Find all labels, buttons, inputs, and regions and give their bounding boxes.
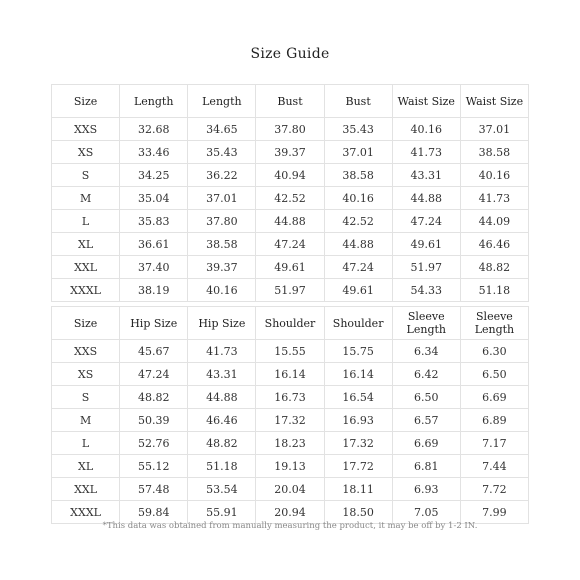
measurement-cell: 37.40 xyxy=(120,256,188,279)
measurement-cell: 38.58 xyxy=(460,141,528,164)
size-label-cell: M xyxy=(52,187,120,210)
table-row xyxy=(52,187,529,210)
measurement-cell: 40.16 xyxy=(392,118,460,141)
measurement-cell: 37.80 xyxy=(256,118,324,141)
measurement-cell: 7.99 xyxy=(460,501,528,524)
measurement-cell: 43.31 xyxy=(392,164,460,187)
measurement-cell: 41.73 xyxy=(460,187,528,210)
measurement-cell: 44.88 xyxy=(188,386,256,409)
table-header-row xyxy=(52,307,529,340)
column-header: Waist Size xyxy=(392,85,460,118)
measurement-cell: 36.61 xyxy=(120,233,188,256)
table-row xyxy=(52,386,529,409)
measurement-cell: 47.24 xyxy=(324,256,392,279)
measurement-cell: 38.58 xyxy=(324,164,392,187)
measurement-cell: 51.18 xyxy=(460,279,528,302)
column-header: Bust xyxy=(324,85,392,118)
size-label-cell: S xyxy=(52,386,120,409)
column-header: Size xyxy=(52,307,120,340)
measurement-cell: 18.11 xyxy=(324,478,392,501)
measurement-cell: 46.46 xyxy=(188,409,256,432)
measurement-cell: 51.97 xyxy=(256,279,324,302)
measurement-cell: 34.65 xyxy=(188,118,256,141)
column-header: Shoulder xyxy=(256,307,324,340)
measurement-cell: 18.23 xyxy=(256,432,324,455)
measurement-cell: 40.16 xyxy=(324,187,392,210)
measurement-cell: 7.72 xyxy=(460,478,528,501)
size-label-cell: L xyxy=(52,210,120,233)
measurement-cell: 38.19 xyxy=(120,279,188,302)
column-header: Length xyxy=(188,85,256,118)
column-header: Sleeve Length xyxy=(460,307,528,340)
measurement-cell: 33.46 xyxy=(120,141,188,164)
measurement-cell: 37.80 xyxy=(188,210,256,233)
measurement-cell: 46.46 xyxy=(460,233,528,256)
column-header: Bust xyxy=(256,85,324,118)
table-row xyxy=(52,455,529,478)
measurement-cell: 16.73 xyxy=(256,386,324,409)
column-header: Sleeve Length xyxy=(392,307,460,340)
measurement-cell: 6.89 xyxy=(460,409,528,432)
measurement-cell: 17.72 xyxy=(324,455,392,478)
measurement-cell: 37.01 xyxy=(188,187,256,210)
table-row xyxy=(52,409,529,432)
size-label-cell: XS xyxy=(52,141,120,164)
column-header: Hip Size xyxy=(188,307,256,340)
size-label-cell: XXL xyxy=(52,478,120,501)
measurement-cell: 49.61 xyxy=(256,256,324,279)
measurement-cell: 20.04 xyxy=(256,478,324,501)
measurement-cell: 44.88 xyxy=(324,233,392,256)
size-label-cell: L xyxy=(52,432,120,455)
measurement-cell: 18.50 xyxy=(324,501,392,524)
measurement-cell: 52.76 xyxy=(120,432,188,455)
table-row xyxy=(52,118,529,141)
measurement-cell: 49.61 xyxy=(392,233,460,256)
measurement-cell: 6.30 xyxy=(460,340,528,363)
measurement-cell: 44.88 xyxy=(392,187,460,210)
measurement-cell: 49.61 xyxy=(324,279,392,302)
measurement-cell: 17.32 xyxy=(324,432,392,455)
table-row xyxy=(52,141,529,164)
measurement-cell: 44.88 xyxy=(256,210,324,233)
measurement-cell: 35.83 xyxy=(120,210,188,233)
measurement-cell: 40.16 xyxy=(188,279,256,302)
measurement-cell: 7.05 xyxy=(392,501,460,524)
table-row xyxy=(52,432,529,455)
page-title: Size Guide xyxy=(250,46,330,62)
table-row xyxy=(52,340,529,363)
column-header: Size xyxy=(52,85,120,118)
measurement-cell: 40.94 xyxy=(256,164,324,187)
measurement-cell: 41.73 xyxy=(392,141,460,164)
table-row xyxy=(52,233,529,256)
measurement-cell: 47.24 xyxy=(120,363,188,386)
table-row xyxy=(52,210,529,233)
size-label-cell: XL xyxy=(52,233,120,256)
size-label-cell: M xyxy=(52,409,120,432)
size-label-cell: XXS xyxy=(52,118,120,141)
measurement-cell: 6.34 xyxy=(392,340,460,363)
measurement-cell: 17.32 xyxy=(256,409,324,432)
measurement-cell: 55.91 xyxy=(188,501,256,524)
size-label-cell: XXXL xyxy=(52,279,120,302)
table-row xyxy=(52,363,529,386)
measurement-cell: 57.48 xyxy=(120,478,188,501)
measurement-cell: 16.14 xyxy=(324,363,392,386)
measurement-cell: 35.43 xyxy=(188,141,256,164)
measurement-cell: 32.68 xyxy=(120,118,188,141)
size-label-cell: XXXL xyxy=(52,501,120,524)
measurement-cell: 59.84 xyxy=(120,501,188,524)
measurement-cell: 15.55 xyxy=(256,340,324,363)
measurement-cell: 42.52 xyxy=(256,187,324,210)
measurement-cell: 48.82 xyxy=(120,386,188,409)
measurement-cell: 45.67 xyxy=(120,340,188,363)
measurement-cell: 47.24 xyxy=(256,233,324,256)
measurement-cell: 47.24 xyxy=(392,210,460,233)
measurement-cell: 53.54 xyxy=(188,478,256,501)
measurement-cell: 40.16 xyxy=(460,164,528,187)
measurement-cell: 19.13 xyxy=(256,455,324,478)
measurement-cell: 37.01 xyxy=(324,141,392,164)
measurement-cell: 39.37 xyxy=(188,256,256,279)
size-table-1 xyxy=(51,84,529,302)
measurement-cell: 6.42 xyxy=(392,363,460,386)
table-row xyxy=(52,256,529,279)
measurement-cell: 35.43 xyxy=(324,118,392,141)
column-header: Length xyxy=(120,85,188,118)
table-header-row xyxy=(52,85,529,118)
measurement-cell: 16.54 xyxy=(324,386,392,409)
measurement-cell: 20.94 xyxy=(256,501,324,524)
measurement-cell: 7.44 xyxy=(460,455,528,478)
column-header: Hip Size xyxy=(120,307,188,340)
measurement-cell: 41.73 xyxy=(188,340,256,363)
table-row xyxy=(52,478,529,501)
size-label-cell: XXL xyxy=(52,256,120,279)
measurement-cell: 48.82 xyxy=(460,256,528,279)
measurement-cell: 6.50 xyxy=(460,363,528,386)
measurement-cell: 51.18 xyxy=(188,455,256,478)
measurement-cell: 44.09 xyxy=(460,210,528,233)
measurement-cell: 34.25 xyxy=(120,164,188,187)
measurement-cell: 37.01 xyxy=(460,118,528,141)
measurement-cell: 54.33 xyxy=(392,279,460,302)
measurement-cell: 55.12 xyxy=(120,455,188,478)
size-label-cell: XL xyxy=(52,455,120,478)
measurement-note: *This data was obtained from manually measuring the product, it may be off by 1-2 IN. xyxy=(102,521,478,531)
measurement-cell: 42.52 xyxy=(324,210,392,233)
size-label-cell: S xyxy=(52,164,120,187)
measurement-cell: 6.81 xyxy=(392,455,460,478)
table-row xyxy=(52,279,529,302)
measurement-cell: 6.69 xyxy=(392,432,460,455)
measurement-cell: 39.37 xyxy=(256,141,324,164)
size-label-cell: XXS xyxy=(52,340,120,363)
size-table-2 xyxy=(51,306,529,524)
measurement-cell: 6.93 xyxy=(392,478,460,501)
size-label-cell: XS xyxy=(52,363,120,386)
column-header: Waist Size xyxy=(460,85,528,118)
measurement-cell: 48.82 xyxy=(188,432,256,455)
column-header: Shoulder xyxy=(324,307,392,340)
measurement-cell: 35.04 xyxy=(120,187,188,210)
measurement-cell: 6.57 xyxy=(392,409,460,432)
measurement-cell: 6.50 xyxy=(392,386,460,409)
measurement-cell: 38.58 xyxy=(188,233,256,256)
measurement-cell: 7.17 xyxy=(460,432,528,455)
measurement-cell: 51.97 xyxy=(392,256,460,279)
measurement-cell: 36.22 xyxy=(188,164,256,187)
measurement-cell: 6.69 xyxy=(460,386,528,409)
measurement-cell: 15.75 xyxy=(324,340,392,363)
table-row xyxy=(52,164,529,187)
measurement-cell: 50.39 xyxy=(120,409,188,432)
measurement-cell: 16.93 xyxy=(324,409,392,432)
measurement-cell: 43.31 xyxy=(188,363,256,386)
measurement-cell: 16.14 xyxy=(256,363,324,386)
